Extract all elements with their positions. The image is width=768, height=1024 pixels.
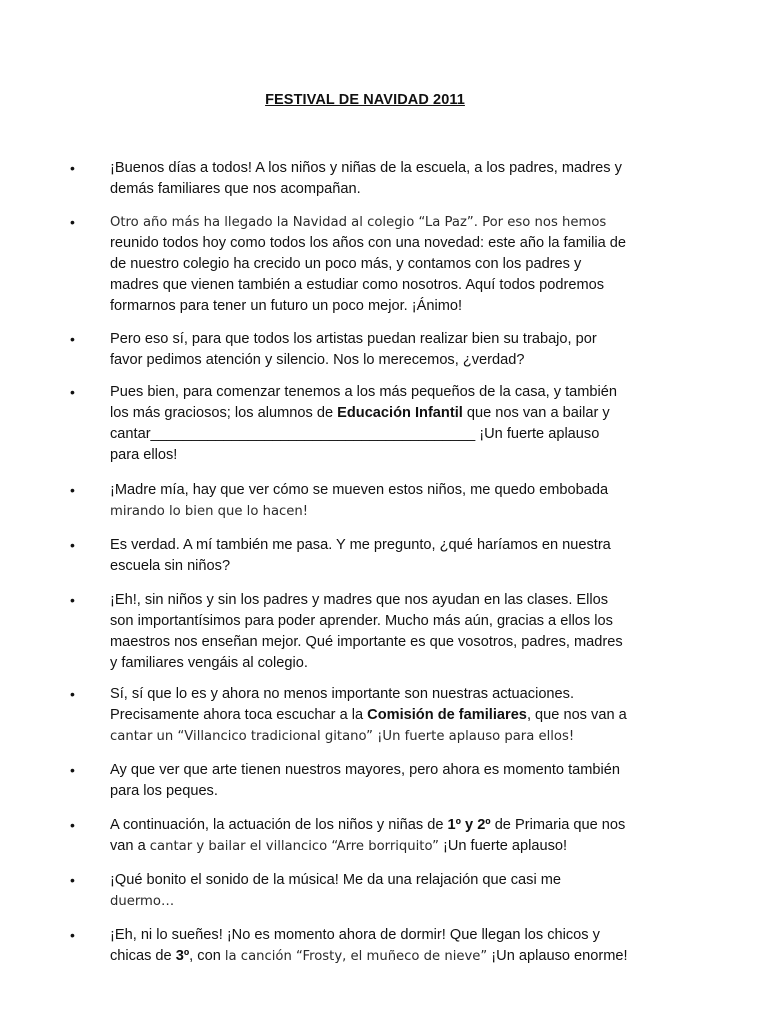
- text-line: para ellos!: [110, 447, 178, 463]
- text-line: demás familiares que nos acompañan.: [110, 181, 361, 197]
- text-line: son importantísimos para poder aprender. Mucho más aún, gracias a ellos los: [110, 613, 613, 629]
- text-line: ¡Madre mía, hay que ver cómo se mueven estos niños, me quedo embobada: [110, 482, 609, 498]
- paragraph-text: [110, 925, 665, 967]
- text-line: ¡Buenos días a todos! A los niños y niñas de la escuela, a los padres, madres y: [110, 160, 622, 176]
- text-line: reunido todos hoy como todos los años con una novedad: este año la familia de: [110, 235, 626, 251]
- text-line: Sí, sí que lo es y ahora no menos importante son nuestras actuaciones.: [110, 686, 575, 702]
- text-line: los más graciosos; los alumnos de: [110, 405, 338, 421]
- bullet-icon: •: [70, 214, 75, 230]
- text-line: A continuación, la actuación de los niños y niñas de: [110, 817, 448, 833]
- paragraph-text: [110, 480, 665, 522]
- text-line: ¡Qué bonito el sonido de la música! Me da una relajación que casi me: [110, 872, 562, 888]
- bold-text: 1º y 2º: [447, 817, 491, 833]
- text-line: , con: [189, 948, 225, 964]
- bullet-icon: •: [70, 817, 75, 833]
- text-line: cantar y bailar el villancico “Arre borriquito”: [149, 839, 439, 854]
- paragraph-text: [110, 329, 665, 371]
- text-line: cantar un “Villancico tradicional gitano” ¡Un fuerte aplauso para ellos!: [110, 729, 575, 744]
- text-line: de Primaria que nos: [490, 817, 626, 833]
- bold-text: 3º: [175, 948, 190, 964]
- text-line: y familiares vengáis al colegio.: [110, 655, 308, 671]
- text-line: favor pedimos atención y silencio. Nos lo merecemos, ¿verdad?: [110, 352, 525, 368]
- text-line: Es verdad. A mí también me pasa. Y me pregunto, ¿qué haríamos en nuestra: [110, 537, 611, 553]
- text-line: duermo…: [110, 894, 175, 909]
- bullet-icon: •: [70, 762, 75, 778]
- text-line: , que nos van a: [526, 707, 627, 723]
- text-line: la canción “Frosty, el muñeco de nieve”: [224, 949, 488, 964]
- paragraph-text: [110, 590, 665, 674]
- text-line: de nuestro colegio ha crecido un poco más, y contamos con los padres y: [110, 256, 582, 272]
- text-line: que nos van a bailar y: [462, 405, 610, 421]
- bullet-icon: •: [70, 160, 75, 176]
- bullet-icon: •: [70, 331, 75, 347]
- text-line: ¡Eh!, sin niños y sin los padres y madres que nos ayudan en las clases. Ellos: [110, 592, 609, 608]
- paragraph-text: [110, 870, 665, 912]
- paragraph-text: [110, 760, 665, 802]
- bullet-icon: •: [70, 384, 75, 400]
- paragraph-text: [110, 535, 665, 577]
- text-line: madres que vienen también a estudiar como nosotros. Aquí todos podremos: [110, 277, 605, 293]
- paragraph-text: [110, 382, 665, 466]
- paragraph-text: [110, 684, 665, 747]
- paragraph-text: [110, 212, 665, 317]
- document-title: FESTIVAL DE NAVIDAD 2011: [265, 92, 465, 108]
- paragraph-text: [110, 815, 665, 857]
- bold-text: Educación Infantil: [337, 405, 463, 421]
- text-line: ¡Un fuerte aplauso!: [438, 838, 568, 854]
- text-line: van a: [110, 838, 150, 854]
- bullet-icon: •: [70, 686, 75, 702]
- text-line: formarnos para tener un futuro un poco mejor. ¡Ánimo!: [110, 298, 463, 314]
- text-line: maestros nos enseñan mejor. Qué importante es que vosotros, padres, madres: [110, 634, 623, 650]
- text-line: ¡Un aplauso enorme!: [487, 948, 628, 964]
- text-line: Pues bien, para comenzar tenemos a los más pequeños de la casa, y también: [110, 384, 618, 400]
- text-line: escuela sin niños?: [110, 558, 231, 574]
- text-line: para los peques.: [110, 783, 218, 799]
- text-line: Ay que ver que arte tienen nuestros mayores, pero ahora es momento también: [110, 762, 620, 778]
- text-line: Otro año más ha llegado la Navidad al colegio “La Paz”. Por eso nos hemos: [110, 215, 607, 230]
- bullet-icon: •: [70, 482, 75, 498]
- bullet-icon: •: [70, 927, 75, 943]
- text-line: Pero eso sí, para que todos los artistas puedan realizar bien su trabajo, por: [110, 331, 597, 347]
- bold-text: Comisión de familiares: [367, 707, 527, 723]
- text-line: cantar________________________________________ ¡Un fuerte aplauso: [110, 426, 600, 442]
- text-line: mirando lo bien que lo hacen!: [110, 504, 309, 519]
- paragraph-text: [110, 158, 665, 200]
- bullet-icon: •: [70, 537, 75, 553]
- text-line: chicas de: [110, 948, 176, 964]
- text-line: ¡Eh, ni lo sueñes! ¡No es momento ahora de dormir! Que llegan los chicos y: [110, 927, 600, 943]
- bullet-icon: •: [70, 592, 75, 608]
- text-line: Precisamente ahora toca escuchar a la: [110, 707, 368, 723]
- bullet-icon: •: [70, 872, 75, 888]
